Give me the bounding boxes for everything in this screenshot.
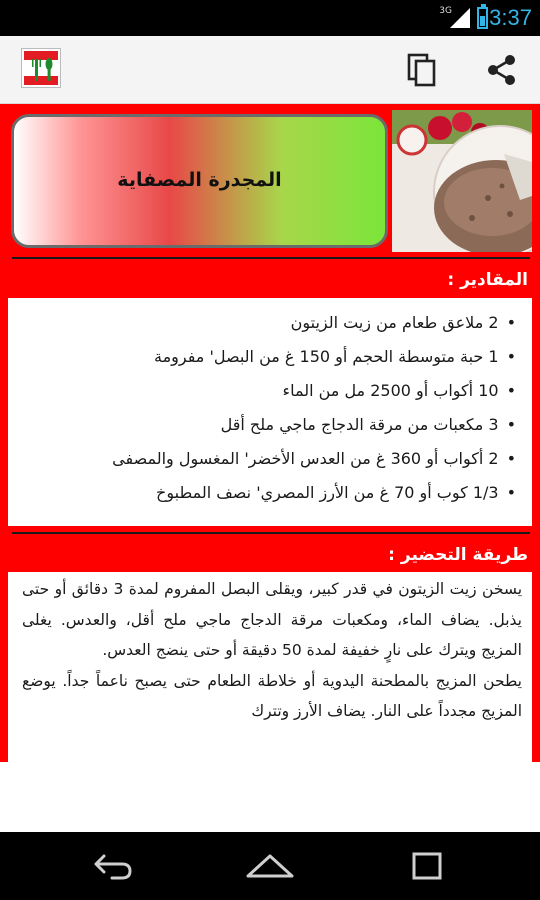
method-paragraph: يسخن زيت الزيتون في قدر كبير، ويقلى البصل المفروم لمدة 3 دقائق أو حتى يذبل. يضاف الماء، ومكعبات مرقة الدجاج ماجي ملح أقل، والعدس. يغلى المزيج ويترك على نارٍ خفيفة لمدة 50 دقيقة أو حتى ينضج العدس.: [22, 580, 523, 659]
network-type-label: 3G: [439, 6, 452, 16]
app-logo-icon[interactable]: [22, 49, 60, 87]
ingredient-item: • 3 مكعبات من مرقة الدجاج ماجي ملح أقل: [18, 408, 516, 442]
dish-photo: [392, 110, 532, 252]
ingredients-heading: المقادير :: [447, 270, 528, 290]
blank-area: [0, 762, 540, 832]
ingredient-item: • 10 أكواب أو 2500 مل من الماء: [18, 374, 516, 408]
back-icon[interactable]: [82, 846, 142, 886]
copy-icon[interactable]: [402, 50, 442, 90]
clock: 3:37: [489, 5, 532, 30]
recipe-content[interactable]: [0, 104, 540, 762]
ingredient-item: • 1 حبة متوسطة الحجم أو 150 غ من البصل' مفرومة: [18, 340, 516, 374]
recipe-title-card: [11, 114, 388, 248]
navigation-bar: [0, 832, 540, 900]
recents-icon[interactable]: [398, 846, 458, 886]
method-text: [8, 572, 532, 762]
battery-icon: [477, 7, 488, 29]
method-paragraph: يطحن المزيج بالمطحنة اليدوية أو خلاطة الطعام حتى يصبح ناعماً جداً. يوضع المزيج مجدداً على النار. يضاف الأرز وتترك: [22, 671, 522, 720]
ingredient-item: • 2 ملاعق طعام من زيت الزيتون: [18, 306, 516, 340]
divider: [12, 532, 530, 534]
divider: [12, 257, 530, 259]
ingredients-list: [8, 298, 532, 526]
signal-icon: [450, 8, 470, 28]
status-bar: [0, 0, 540, 36]
method-heading: طريقة التحضير :: [388, 545, 528, 565]
home-icon[interactable]: [240, 846, 300, 886]
recipe-title: المجدرة المصفاية: [117, 169, 282, 191]
action-bar: [0, 36, 540, 104]
ingredient-item: • 2 أكواب أو 360 غ من العدس الأخضر' المغسول والمصفى: [18, 442, 516, 476]
share-icon[interactable]: [482, 50, 522, 90]
ingredient-item: • 1/3 كوب أو 70 غ من الأرز المصري' نصف المطبوخ: [18, 476, 516, 510]
